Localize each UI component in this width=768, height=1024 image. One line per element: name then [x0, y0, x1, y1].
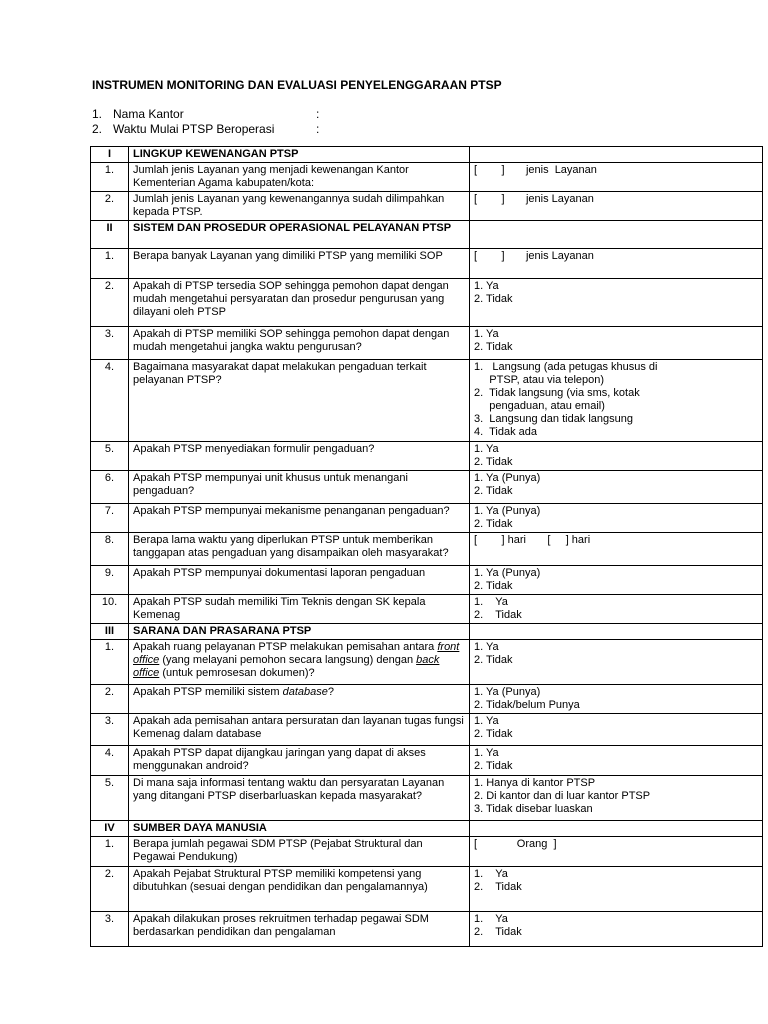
answer-cell[interactable]: 1. Ya (Punya) 2. Tidak [470, 504, 763, 533]
answer-cell[interactable] [470, 221, 763, 249]
question-row [91, 640, 763, 685]
question-text: Jumlah jenis Layanan yang menjadi kewenangan Kantor Kementerian Agama kabupaten/kota: [129, 163, 470, 192]
section-row [91, 821, 763, 837]
question-row [91, 714, 763, 746]
answer-cell[interactable]: 1. Hanya di kantor PTSP 2. Di kantor dan di luar kantor PTSP 3. Tidak disebar luaskan [470, 776, 763, 821]
row-number: 4. [91, 360, 129, 442]
row-number: 3. [91, 327, 129, 360]
question-text-part: front office [133, 641, 460, 666]
answer-cell[interactable]: [ Orang ] [470, 837, 763, 867]
row-number: II [91, 221, 129, 249]
meta-label: Nama Kantor [113, 107, 184, 121]
question-text-part: (untuk pemrosesan dokumen)? [159, 667, 315, 679]
row-number: 4. [91, 746, 129, 776]
row-number: 10. [91, 595, 129, 624]
row-number: 5. [91, 776, 129, 821]
answer-cell[interactable]: [ ] hari [ ] hari [470, 533, 763, 566]
question-row [91, 360, 763, 442]
section-row [91, 147, 763, 163]
meta-colon: : [316, 107, 320, 121]
row-number: 1. [91, 837, 129, 867]
meta-number: 1. [92, 107, 103, 121]
question-text: Jumlah jenis Layanan yang kewenangannya sudah dilimpahkan kepada PTSP. [129, 192, 470, 221]
answer-cell[interactable]: [ ] jenis Layanan [470, 249, 763, 279]
section-title: SISTEM DAN PROSEDUR OPERASIONAL PELAYANAN PTSP [129, 221, 470, 249]
question-row [91, 192, 763, 221]
question-text: Apakah PTSP menyediakan formulir pengaduan? [129, 442, 470, 471]
question-text: Di mana saja informasi tentang waktu dan persyaratan Layanan yang ditangani PTSP diserbarluaskan kepada masyarakat? [129, 776, 470, 821]
question-row [91, 776, 763, 821]
answer-cell[interactable]: 1. Langsung (ada petugas khusus di PTSP, atau via telepon) 2. Tidak langsung (via sms, kotak pengaduan, atau email) 3. Langsung dan tidak langsung 4. Tidak ada [470, 360, 763, 442]
question-row [91, 442, 763, 471]
answer-cell[interactable]: 1. Ya 2. Tidak [470, 442, 763, 471]
question-text: Apakah di PTSP tersedia SOP sehingga pemohon dapat dengan mudah mengetahui persyaratan dan prosedur pengurusan yang dilayani oleh PTSP [129, 279, 470, 327]
answer-cell[interactable] [470, 821, 763, 837]
question-text: Bagaimana masyarakat dapat melakukan pengaduan terkait pelayanan PTSP? [129, 360, 470, 442]
question-text: Berapa jumlah pegawai SDM PTSP (Pejabat Struktural dan Pegawai Pendukung) [129, 837, 470, 867]
question-row [91, 249, 763, 279]
answer-cell[interactable]: 1. Ya 2. Tidak [470, 327, 763, 360]
question-text: Apakah ada pemisahan antara persuratan dan layanan tugas fungsi Kemenag dalam database [129, 714, 470, 746]
row-number: 1. [91, 640, 129, 685]
row-number: 2. [91, 685, 129, 714]
answer-cell[interactable]: 1. Ya 2. Tidak [470, 746, 763, 776]
question-text: Apakah PTSP sudah memiliki Tim Teknis dengan SK kepala Kemenag [129, 595, 470, 624]
answer-cell[interactable]: 1. Ya 2. Tidak [470, 640, 763, 685]
row-number: 1. [91, 163, 129, 192]
row-number: 2. [91, 867, 129, 912]
meta-label: Waktu Mulai PTSP Beroperasi [113, 122, 275, 136]
row-number: 2. [91, 192, 129, 221]
question-text: Apakah PTSP mempunyai unit khusus untuk menangani pengaduan? [129, 471, 470, 504]
answer-cell[interactable]: [ ] jenis Layanan [470, 163, 763, 192]
question-row [91, 279, 763, 327]
question-text-part: Apakah ruang pelayanan PTSP melakukan pemisahan antara [133, 641, 438, 653]
row-number: 2. [91, 279, 129, 327]
row-number: 1. [91, 249, 129, 279]
row-number: 8. [91, 533, 129, 566]
questionnaire-table [90, 146, 763, 947]
question-row [91, 471, 763, 504]
question-text: Apakah PTSP mempunyai dokumentasi laporan pengaduan [129, 566, 470, 595]
answer-cell[interactable]: [ ] jenis Layanan [470, 192, 763, 221]
question-text [129, 685, 470, 714]
question-text [129, 640, 470, 685]
row-number: 7. [91, 504, 129, 533]
row-number: 5. [91, 442, 129, 471]
section-title: LINGKUP KEWENANGAN PTSP [129, 147, 470, 163]
answer-cell[interactable]: 1. Ya 2. Tidak [470, 714, 763, 746]
answer-cell[interactable]: 1. Ya 2. Tidak [470, 595, 763, 624]
question-row [91, 595, 763, 624]
meta-colon: : [316, 122, 320, 136]
section-row [91, 221, 763, 249]
row-number: IV [91, 821, 129, 837]
question-text: Berapa lama waktu yang diperlukan PTSP untuk memberikan tanggapan atas pengaduan yang disampaikan oleh masyarakat? [129, 533, 470, 566]
question-row [91, 533, 763, 566]
question-text-part: database [282, 686, 328, 698]
question-text-part: ? [327, 686, 334, 698]
row-number: III [91, 624, 129, 640]
question-row [91, 163, 763, 192]
question-row [91, 867, 763, 912]
answer-cell[interactable]: 1. Ya (Punya) 2. Tidak [470, 566, 763, 595]
question-text: Apakah PTSP dapat dijangkau jaringan yang dapat di akses menggunakan android? [129, 746, 470, 776]
answer-cell[interactable]: 1. Ya 2. Tidak [470, 279, 763, 327]
question-text: Apakah Pejabat Struktural PTSP memiliki kompetensi yang dibutuhkan (sesuai dengan pendidikan dan pengalamannya) [129, 867, 470, 912]
question-text: Berapa banyak Layanan yang dimiliki PTSP yang memiliki SOP [129, 249, 470, 279]
section-title: SUMBER DAYA MANUSIA [129, 821, 470, 837]
row-number: I [91, 147, 129, 163]
question-row [91, 504, 763, 533]
question-text-part: back office [133, 654, 440, 679]
question-row [91, 327, 763, 360]
row-number: 9. [91, 566, 129, 595]
answer-cell[interactable]: 1. Ya (Punya) 2. Tidak [470, 471, 763, 504]
section-row [91, 624, 763, 640]
section-title: SARANA DAN PRASARANA PTSP [129, 624, 470, 640]
row-number: 3. [91, 912, 129, 947]
document-title: INSTRUMEN MONITORING DAN EVALUASI PENYELENGGARAAN PTSP [92, 78, 502, 92]
answer-cell[interactable]: 1. Ya (Punya) 2. Tidak/belum Punya [470, 685, 763, 714]
question-text-part: Apakah PTSP memiliki sistem [133, 686, 283, 698]
question-text-part: (yang melayani pemohon secara langsung) dengan [159, 654, 417, 666]
answer-cell[interactable]: 1. Ya 2. Tidak [470, 867, 763, 912]
answer-cell[interactable]: 1. Ya 2. Tidak [470, 912, 763, 947]
row-number: 3. [91, 714, 129, 746]
row-number: 6. [91, 471, 129, 504]
answer-cell[interactable] [470, 147, 763, 163]
question-text: Apakah di PTSP memiliki SOP sehingga pemohon dapat dengan mudah mengetahui jangka waktu pengurusan? [129, 327, 470, 360]
answer-cell[interactable] [470, 624, 763, 640]
question-text: Apakah PTSP mempunyai mekanisme penanganan pengaduan? [129, 504, 470, 533]
question-row [91, 685, 763, 714]
question-row [91, 912, 763, 947]
question-row [91, 566, 763, 595]
question-row [91, 837, 763, 867]
meta-number: 2. [92, 122, 103, 136]
question-text: Apakah dilakukan proses rekruitmen terhadap pegawai SDM berdasarkan pendidikan dan pengalaman [129, 912, 470, 947]
question-row [91, 746, 763, 776]
